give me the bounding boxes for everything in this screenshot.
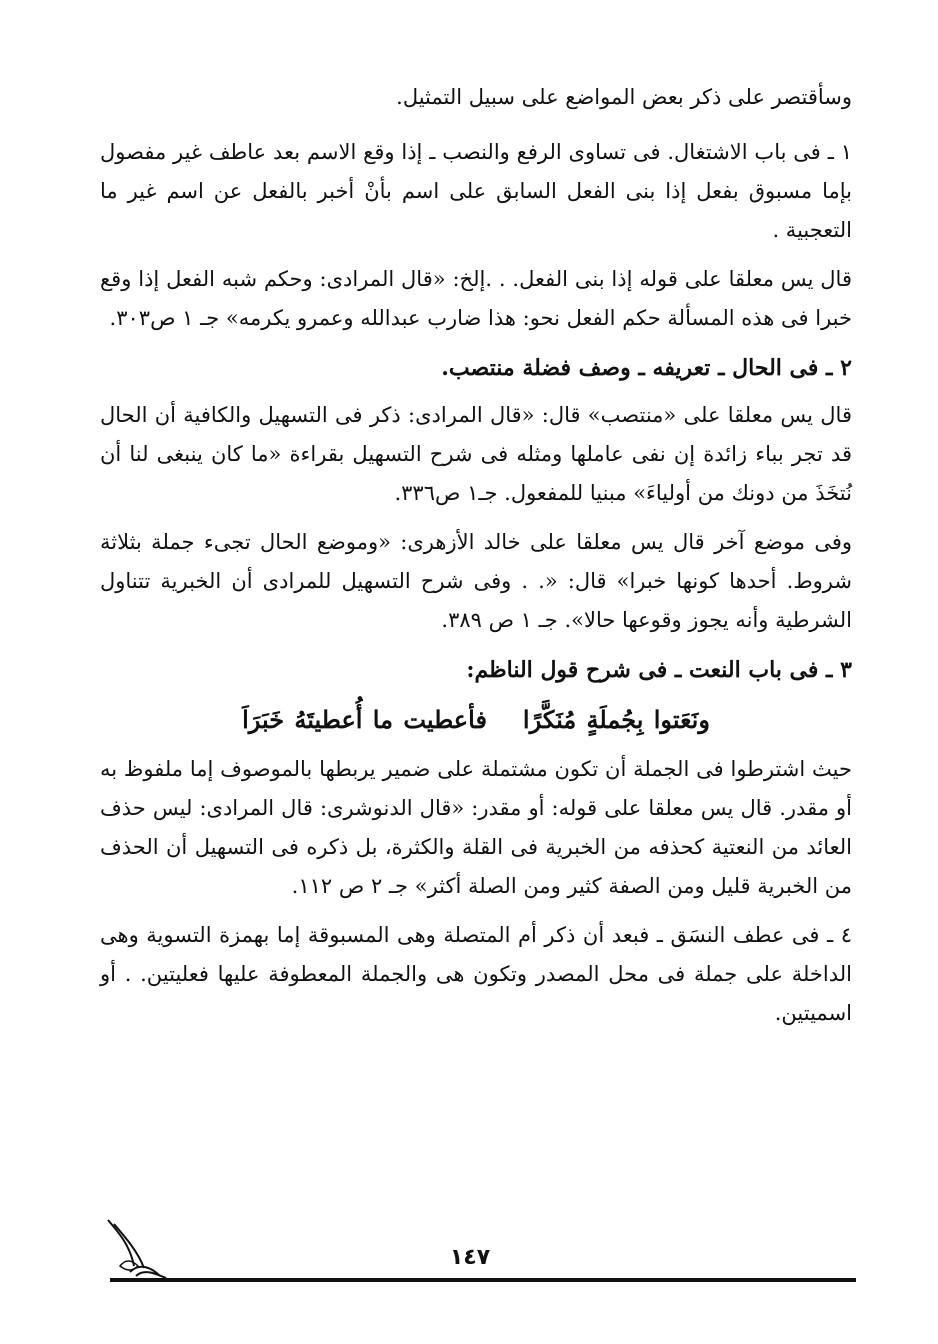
intro-paragraph: وسأقتصر على ذكر بعض المواضع على سبيل التمثيل. — [396, 85, 852, 109]
paragraph-4-nasaq: ٤ ـ فى عطف النسَق ـ فبعد أن ذكر أم المتصلة وهى المسبوقة إما بهمزة التسوية وهى الداخلة على جملة فى محل المصدر وتكون هى والجملة المعطوفة عليها فعليتين. . أو اسميتين. — [100, 923, 852, 1025]
verse-hemistich-first: ونَعَتوا بِجُملَةٍ مُنَكَّرًا — [522, 705, 710, 734]
verse-hemistich-second: فأعطيت ما أُعطيتَهُ خَبَرَاَ — [242, 705, 487, 734]
paragraph-1-ishtighal: ١ ـ فى باب الاشتغال. فى تساوى الرفع والنصب ـ إذا وقع الاسم بعد عاطف غير مفصول بإما مسبوق بفعل إذا بنى الفعل السابق على اسم بأنْ أخبر بالفعل عن اسم غير ما التعجبية . — [100, 140, 852, 242]
decorative-ornament-icon — [100, 1216, 180, 1282]
paragraph-2-muntasib: قال يس معلقا على «منتصب» قال: «قال المرادى: ذكر فى التسهيل والكافية أن الحال قد تجر بباء زائدة إن نفى عاملها ومثله فى شرح التسهيل بقراءة «ما كان ينبغى لنا أن نُتخَذَ من دونك من أولياءَ» مبنيا للمفعول. جـ١ ص٣٣٦. — [100, 403, 852, 505]
poetry-verse — [100, 698, 852, 742]
paragraph-2-azhari: وفى موضع آخر قال يس معلقا على خالد الأزهرى: «وموضع الحال تجىء جملة بثلاثة شروط. أحدها كونها خبرا» قال: «. . وفى شرح التسهيل للمرادى أن الخبرية تتناول الشرطية وأنه يجوز وقوعها حالا». جـ ١ ص ٣٨٩. — [100, 530, 852, 632]
paragraph-1-yasin-note: قال يس معلقا على قوله إذا بنى الفعل. . .إلخ: «قال المرادى: وحكم شبه الفعل إذا وقع خبرا فى هذه المسألة حكم الفعل نحو: هذا ضارب عبدالله وعمرو يكرمه» جـ ١ ص٣٠٣. — [100, 267, 852, 330]
section-heading-3-naat: ٣ ـ فى باب النعت ـ فى شرح قول الناظم: — [466, 657, 852, 683]
page-number: ١٤٧ — [449, 1245, 491, 1270]
footer-rule — [110, 1278, 856, 1282]
paragraph-3-damir: حيث اشترطوا فى الجملة أن تكون مشتملة على ضمير يربطها بالموصوف إما ملفوظ به أو مقدر. قال يس معلقا على قوله: أو مقدر: «قال الدنوشرى: قال المرادى: ليس حذف العائد من النعتية كحذفه من الخبرية فى القلة والكثرة، بل ذكره فى التسهيل أن الحذف من الخبرية قليل ومن الصفة كثير ومن الصلة أكثر» جـ ٢ ص ١١٢. — [100, 757, 852, 898]
section-heading-2-hal: ٢ ـ فى الحال ـ تعريفه ـ وصف فضلة منتصب. — [441, 355, 852, 381]
page-body — [100, 78, 852, 1043]
